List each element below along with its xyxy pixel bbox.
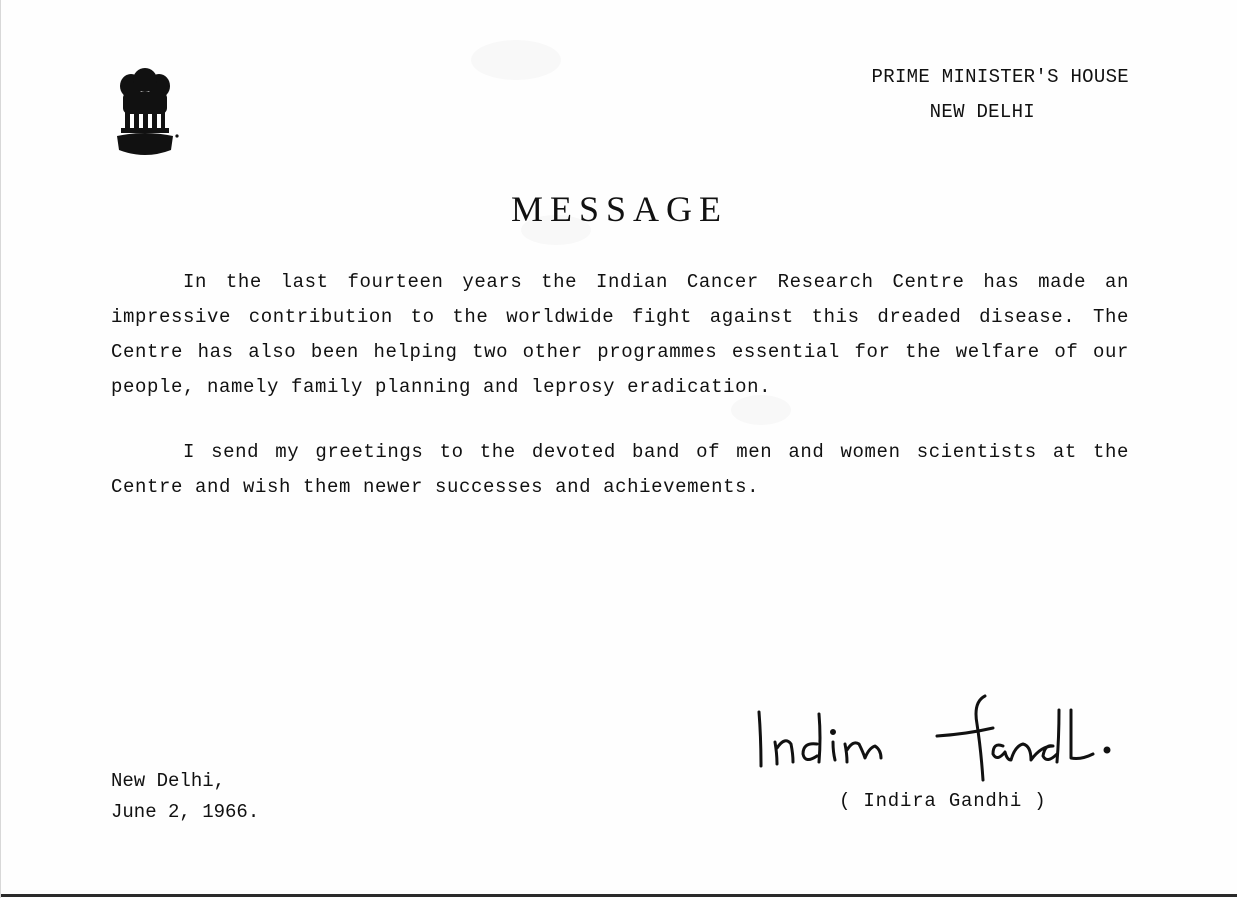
message-body [111,265,1129,535]
message-paragraph: I send my greetings to the devoted band of men and women scientists at the Centre and wish them newer successes and achievements. [111,441,1129,498]
handwritten-signature [741,680,1151,790]
bottom-rule [1,894,1237,897]
date: June 2, 1966. [111,801,260,823]
national-emblem-icon [109,66,181,158]
page-title: MESSAGE [510,189,729,229]
letterhead [769,60,1129,130]
paper-smudge [471,40,561,80]
signatory-name: ( Indira Gandhi ) [839,790,1047,812]
place-date-block [111,766,259,828]
letterhead-office: PRIME MINISTER'S HOUSE [871,66,1129,88]
place: New Delhi, [111,770,226,792]
letterhead-city: NEW DELHI [929,101,1035,123]
message-paragraph: In the last fourteen years the Indian Cancer Research Centre has made an impressive contribution to the worldwide fight against this dreaded disease. The Centre has also been helping two other programmes essential for the welfare of our people, namely family planning and leprosy eradication. [111,271,1129,398]
